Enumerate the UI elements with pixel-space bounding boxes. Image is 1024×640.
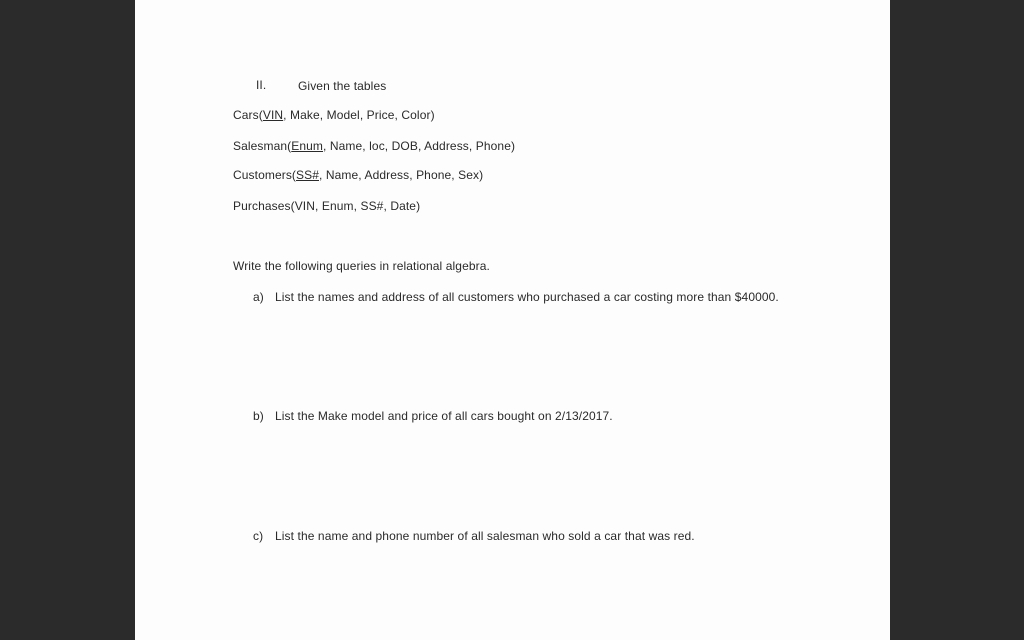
question-c-text: List the name and phone number of all salesman who sold a car that was red. — [275, 529, 695, 543]
table-schema-salesman — [233, 139, 515, 153]
document-page — [135, 0, 890, 640]
table-name: Customers( — [233, 168, 297, 182]
table-schema-purchases — [233, 199, 420, 213]
primary-key: Enum — [291, 139, 324, 153]
primary-key: SS# — [296, 168, 319, 182]
instruction-text: Write the following queries in relational algebra. — [233, 259, 490, 273]
table-attributes: , Make, Model, Price, Color) — [283, 108, 435, 122]
section-title: Given the tables — [298, 79, 387, 93]
question-a-text: List the names and address of all customers who purchased a car costing more than $40000. — [275, 290, 779, 304]
question-b-text: List the Make model and price of all cars bought on 2/13/2017. — [275, 409, 613, 423]
question-c-letter: c) — [253, 529, 264, 543]
primary-key: VIN — [262, 108, 284, 122]
question-b-letter: b) — [253, 409, 264, 423]
table-attributes: , Name, loc, DOB, Address, Phone) — [323, 139, 516, 153]
table-schema-cars — [233, 108, 435, 122]
table-name: Salesman( — [233, 139, 292, 153]
table-name: Cars( — [233, 108, 263, 122]
table-attributes: , Name, Address, Phone, Sex) — [319, 168, 484, 182]
section-number: II. — [256, 78, 267, 92]
question-a-letter: a) — [253, 290, 264, 304]
table-name: Purchases(VIN, Enum, SS#, Date) — [233, 199, 421, 213]
table-schema-customers — [233, 168, 483, 182]
